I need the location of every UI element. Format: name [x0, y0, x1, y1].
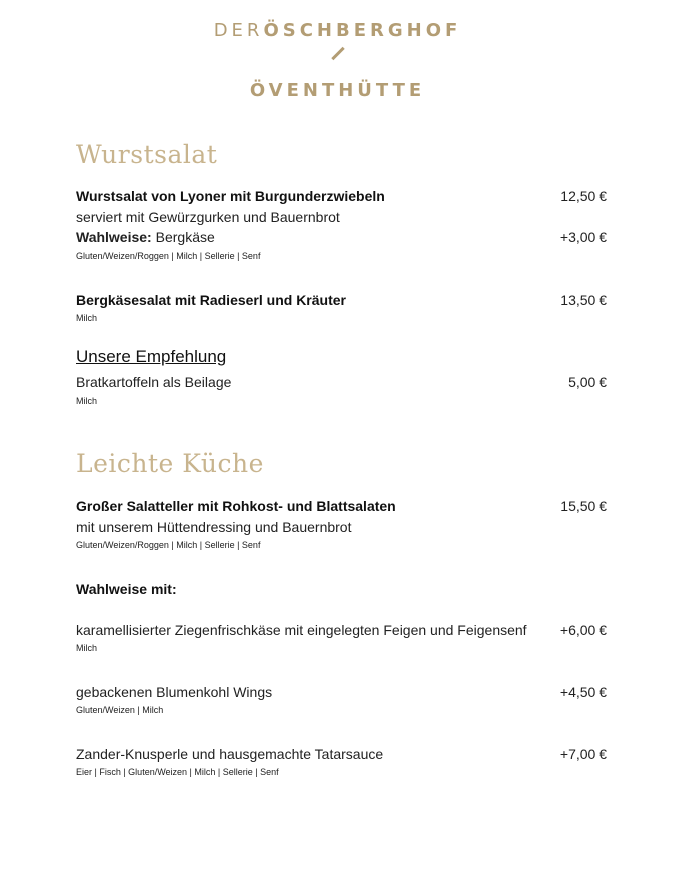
- section-title-wurstsalat: Wurstsalat: [76, 140, 218, 169]
- menu-item-allergens: Gluten/Weizen/Roggen | Milch | Sellerie | Senf: [76, 251, 261, 261]
- menu-item-description: serviert mit Gewürzgurken und Bauernbrot: [76, 209, 340, 225]
- section-title-leichte-kueche: Leichte Küche: [76, 449, 264, 478]
- brand-name: ÖSCHBERGHOF: [263, 20, 462, 41]
- menu-item-title: Bergkäsesalat mit Radieserl und Kräuter: [76, 292, 346, 308]
- menu-item-price: 12,50 €: [560, 188, 607, 204]
- menu-item-description: mit unserem Hüttendressing und Bauernbrot: [76, 519, 352, 535]
- option-item-allergens: Milch: [76, 643, 98, 653]
- recommendation-price: 5,00 €: [568, 374, 607, 390]
- option-item-price: +7,00 €: [559, 746, 607, 762]
- option-item-price: +4,50 €: [559, 684, 607, 700]
- menu-item-option-price: +3,00 €: [559, 229, 607, 245]
- recommendation-item: Bratkartoffeln als Beilage: [76, 374, 232, 390]
- menu-item-price: 15,50 €: [560, 498, 607, 514]
- menu-item-price: 13,50 €: [560, 292, 607, 308]
- menu-item-allergens: Gluten/Weizen/Roggen | Milch | Sellerie | Senf: [76, 540, 261, 550]
- option-label: Wahlweise:: [76, 229, 152, 245]
- menu-item-allergens: Milch: [76, 313, 98, 323]
- menu-item-title: Wurstsalat von Lyoner mit Burgunderzwiebeln: [76, 188, 385, 204]
- option-item-allergens: Eier | Fisch | Gluten/Weizen | Milch | Sellerie | Senf: [76, 767, 279, 777]
- option-item-text: karamellisierter Ziegenfrischkäse mit eingelegten Feigen und Feigensenf: [76, 622, 527, 638]
- option-item-allergens: Gluten/Weizen | Milch: [76, 705, 164, 715]
- brand-slash-divider: [331, 47, 344, 60]
- options-heading: Wahlweise mit:: [76, 581, 177, 597]
- brand-prefix: DER: [213, 20, 264, 41]
- menu-item-option: [76, 229, 215, 245]
- option-item-text: gebackenen Blumenkohl Wings: [76, 684, 273, 700]
- option-item-price: +6,00 €: [559, 622, 607, 638]
- option-text: Bergkäse: [151, 229, 215, 245]
- brand-subtitle: ÖVENTHÜTTE: [249, 80, 426, 101]
- brand-logo-top: [0, 20, 675, 41]
- recommendation-heading: Unsere Empfehlung: [76, 347, 227, 366]
- recommendation-allergens: Milch: [76, 396, 98, 406]
- option-item-text: Zander-Knusperle und hausgemachte Tatarsauce: [76, 746, 384, 762]
- menu-item-title: Großer Salatteller mit Rohkost- und Blattsalaten: [76, 498, 396, 514]
